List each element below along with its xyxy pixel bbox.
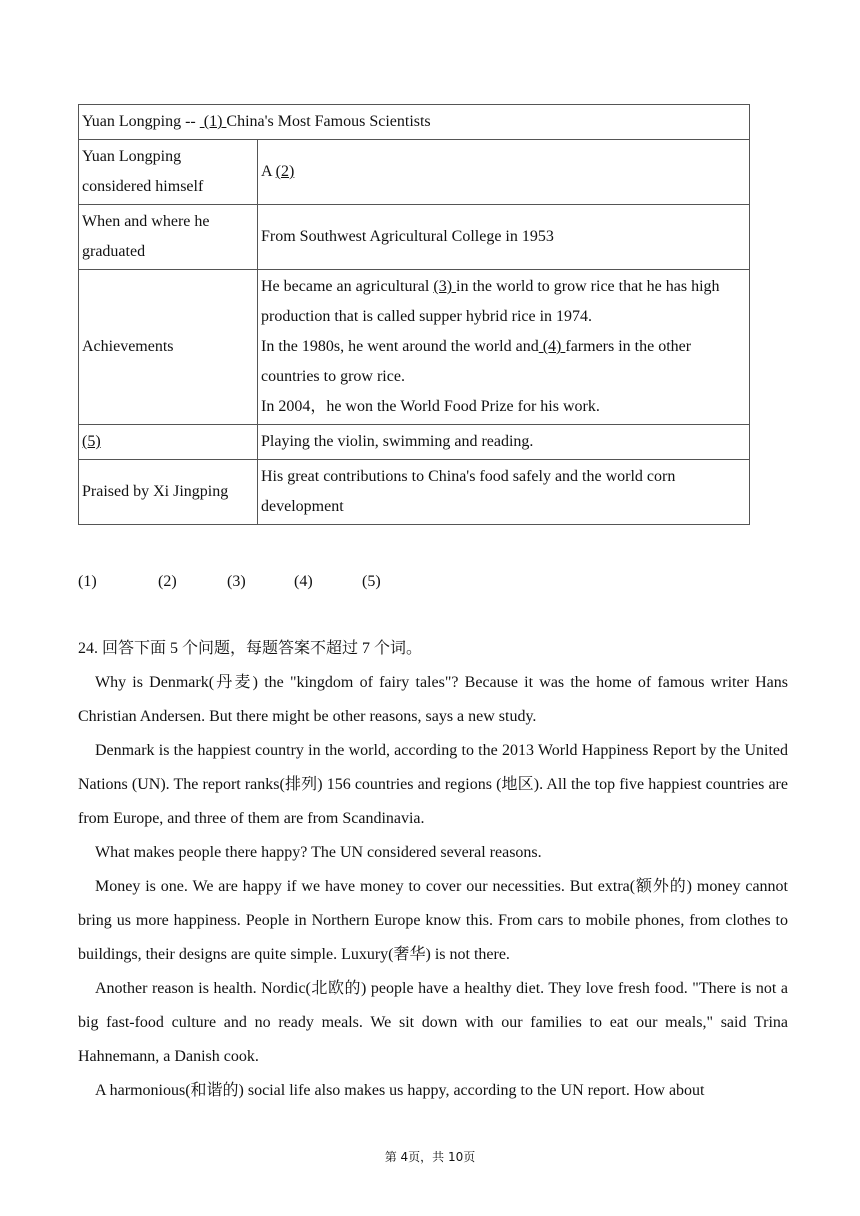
text: He became an agricultural (261, 278, 434, 295)
row-label: Praised by Xi Jingping (79, 460, 258, 525)
achievement-line (261, 332, 746, 392)
row-label-blank-5: (5) (79, 425, 258, 460)
paragraph: Denmark is the happiest country in the world, according to the 2013 World Happiness Report by the United Nations (UN). The report ranks(排列) 156 countries and regions (地区). All the top five happiest countries are from Europe, and three of them are from Scandinavia. (78, 742, 788, 827)
answer-label: (5) (362, 573, 381, 590)
row-value: From Southwest Agricultural College in 1953 (258, 205, 750, 270)
row-value: His great contributions to China's food safely and the world corn development (258, 460, 750, 525)
answer-label: (2) (158, 573, 177, 590)
table-row (79, 425, 750, 460)
paragraph: Another reason is health. Nordic(北欧的) people have a healthy diet. They love fresh food. "There is not a big fast-food culture and no ready meals. We sit down with our families to eat our meals," said Trina Hahnemann, a Danish cook. (78, 980, 788, 1065)
answer-label: (4) (294, 573, 313, 590)
blank-1: (1) (199, 113, 227, 130)
value-prefix: A (261, 163, 276, 180)
question-24-heading: 24. 回答下面 5 个问题，每题答案不超过 7 个词。 (78, 640, 423, 657)
paragraph: What makes people there happy? The UN considered several reasons. (95, 844, 542, 861)
reading-passage (78, 666, 788, 1108)
row-value (258, 140, 750, 205)
row-label: Yuan Longping considered himself (79, 140, 258, 205)
row-label: When and where he graduated (79, 205, 258, 270)
blank-4: (4) (538, 338, 566, 355)
paragraph: A harmonious(和谐的) social life also makes us happy, according to the UN report. How about (95, 1082, 705, 1099)
row-label: Achievements (79, 270, 258, 425)
achievement-line: In 2004，he won the World Food Prize for his work. (261, 398, 600, 415)
text: in the world to grow rice that he has high production that is called supper hybrid rice in 1974. (261, 278, 720, 325)
row-value: Playing the violin, swimming and reading. (258, 425, 750, 460)
table-title (79, 105, 750, 140)
achievement-line (261, 272, 746, 332)
row-value (258, 270, 750, 425)
yuan-longping-table (78, 104, 750, 525)
table-row (79, 460, 750, 525)
page-number: 第 4页，共 10页 (384, 1150, 476, 1164)
answer-label: (1) (78, 573, 97, 590)
text: In the 1980s, he went around the world and (261, 338, 539, 355)
blank-2: (2) (275, 163, 295, 180)
title-suffix: China's Most Famous Scientists (226, 113, 431, 130)
table-row (79, 270, 750, 425)
text: farmers in the other countries to grow rice. (261, 338, 692, 385)
answer-blanks (78, 568, 478, 596)
table-title-row (79, 105, 750, 140)
blank-3: (3) (433, 278, 457, 295)
table-row (79, 205, 750, 270)
paragraph: Why is Denmark(丹麦) the "kingdom of fairy tales"? Because it was the home of famous writer Hans Christian Andersen. But there might be other reasons, says a new study. (78, 674, 788, 725)
title-prefix: Yuan Longping -- (82, 113, 200, 130)
paragraph: Money is one. We are happy if we have money to cover our necessities. But extra(额外的) money cannot bring us more happiness. People in Northern Europe know this. From cars to mobile phones, from clothes to buildings, their designs are quite simple. Luxury(奢华) is not there. (78, 878, 788, 963)
table-row (79, 140, 750, 205)
answer-label: (3) (227, 573, 246, 590)
